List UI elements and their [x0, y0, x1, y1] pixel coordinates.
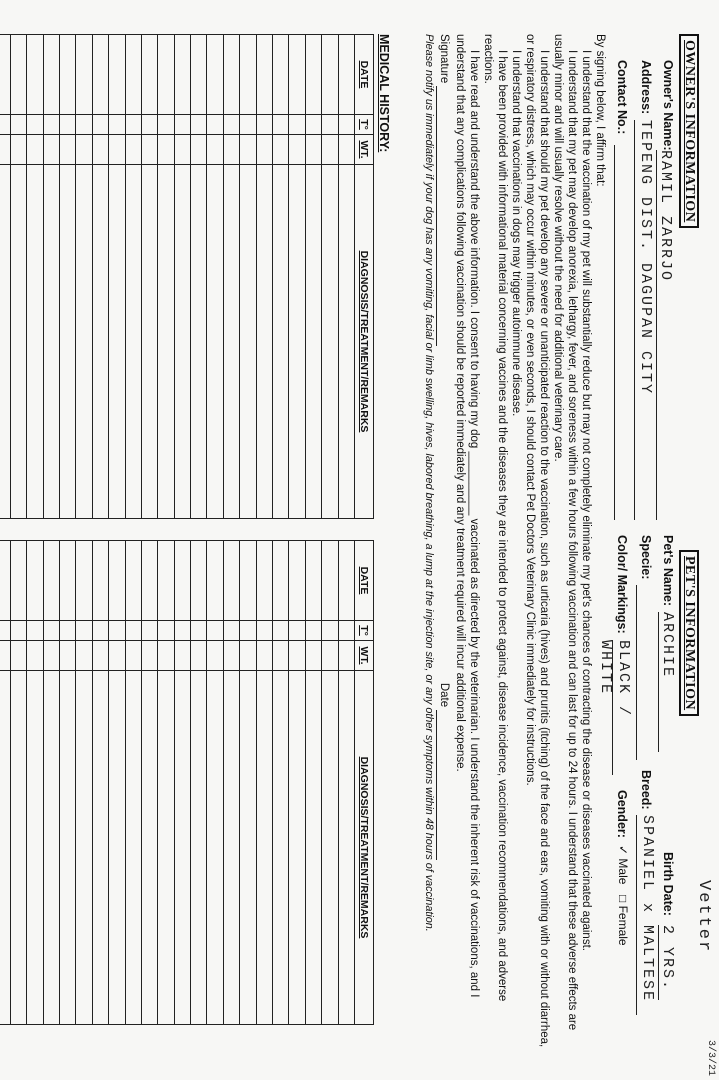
table-row	[273, 541, 289, 1025]
table-cell[interactable]	[256, 135, 272, 165]
table-cell[interactable]	[43, 165, 59, 519]
table-cell[interactable]	[109, 115, 125, 135]
owner-address-value: TEPENG DIST. DAGUPAN CITY	[637, 120, 654, 396]
owner-name-field[interactable]	[656, 150, 675, 520]
table-cell[interactable]	[76, 541, 92, 621]
table-cell[interactable]	[273, 641, 289, 671]
table-cell[interactable]	[174, 641, 190, 671]
table-cell[interactable]	[240, 115, 256, 135]
table-cell[interactable]	[125, 35, 141, 115]
table-cell[interactable]	[174, 621, 190, 641]
consent-p6: I have read and understand the above information. I consent to having my dog __________ vaccinated as directed by the veterinarian. I understand the inherent risk of vaccinations, and I understand that any complications following vaccination should be reported immediately and any treatment required will incur additional expense.	[454, 34, 480, 998]
table-row	[125, 541, 141, 1025]
table-cell[interactable]	[322, 641, 338, 671]
medical-history-heading: MEDICAL HISTORY:	[377, 34, 391, 153]
table-cell[interactable]	[207, 621, 223, 641]
male-label: Male	[616, 858, 630, 885]
breed-value: SPANIEL x MALTESE	[639, 815, 656, 1003]
table-cell[interactable]	[322, 541, 338, 621]
table-cell[interactable]	[338, 621, 354, 641]
table-cell[interactable]	[240, 135, 256, 165]
column-header: DIAGNOSIS/TREATMENT/REMARKS	[355, 165, 374, 519]
date-label: Date	[438, 682, 450, 708]
table-cell[interactable]	[92, 35, 108, 115]
pet-name-field[interactable]	[658, 612, 677, 752]
table-cell[interactable]	[125, 621, 141, 641]
birth-date-label: Birth Date:	[661, 852, 675, 916]
table-cell[interactable]	[109, 135, 125, 165]
table-cell[interactable]	[27, 671, 43, 1025]
table-cell[interactable]	[256, 35, 272, 115]
table-cell[interactable]	[322, 35, 338, 115]
table-cell[interactable]	[191, 621, 207, 641]
table-cell[interactable]	[92, 115, 108, 135]
corner-date-mark: 3/3/21	[705, 1040, 716, 1077]
table-cell[interactable]	[125, 135, 141, 165]
table-cell[interactable]	[305, 35, 321, 115]
table-cell[interactable]	[158, 35, 174, 115]
table-cell[interactable]	[289, 115, 305, 135]
table-cell[interactable]	[191, 165, 207, 519]
signature-label: Signature	[438, 34, 450, 84]
column-header: T°	[355, 115, 374, 135]
table-cell[interactable]	[338, 671, 354, 1025]
table-cell[interactable]	[207, 541, 223, 621]
table-cell[interactable]	[174, 135, 190, 165]
table-cell[interactable]	[289, 35, 305, 115]
table-cell[interactable]	[76, 671, 92, 1025]
table-cell[interactable]	[10, 641, 26, 671]
consent-p3: I understand that should my pet develop any severe or unanticipated reaction to the vaccination, such as urticaria (hives) and pruritis (itching) of the face and ears, vomiting with or without diarrhea, or respiratory distress, which may occur within minutes, or even seconds, I should contact Pet Doctors Veterinary Clinic immediately for instructions.	[524, 34, 550, 1048]
owner-contact-label: Contact No.:	[615, 60, 629, 135]
table-cell[interactable]	[240, 641, 256, 671]
medical-header-row	[355, 35, 374, 519]
table-cell[interactable]	[191, 35, 207, 115]
table-cell[interactable]	[207, 35, 223, 115]
column-header: WT.	[355, 135, 374, 165]
table-cell[interactable]	[0, 115, 10, 135]
color-markings-label: Color/ Markings:	[615, 535, 629, 634]
table-row	[322, 541, 338, 1025]
table-cell[interactable]	[0, 621, 10, 641]
table-cell[interactable]	[158, 115, 174, 135]
table-row	[305, 541, 321, 1025]
table-cell[interactable]	[305, 641, 321, 671]
breed-label: Breed:	[639, 770, 653, 810]
table-row	[158, 35, 174, 519]
table-row	[240, 541, 256, 1025]
table-cell[interactable]	[92, 621, 108, 641]
table-cell[interactable]	[141, 641, 157, 671]
table-row	[273, 35, 289, 519]
column-header: WT.	[355, 641, 374, 671]
table-cell[interactable]	[289, 641, 305, 671]
male-checkbox[interactable]	[616, 845, 630, 884]
table-row	[174, 35, 190, 519]
consent-intro: By signing below, I affirm that:	[594, 34, 606, 187]
table-row	[338, 541, 354, 1025]
table-cell[interactable]	[289, 135, 305, 165]
handwritten-note: Vetter	[694, 880, 713, 954]
owner-contact-field[interactable]	[614, 145, 631, 520]
table-cell[interactable]	[141, 115, 157, 135]
table-cell[interactable]	[273, 165, 289, 519]
table-row	[109, 35, 125, 519]
table-cell[interactable]	[273, 135, 289, 165]
table-cell[interactable]	[92, 541, 108, 621]
table-row	[43, 35, 59, 519]
table-cell[interactable]	[338, 115, 354, 135]
table-row	[59, 35, 75, 519]
table-cell[interactable]	[322, 115, 338, 135]
table-cell[interactable]	[223, 541, 239, 621]
table-row	[174, 541, 190, 1025]
table-cell[interactable]	[305, 671, 321, 1025]
table-cell[interactable]	[10, 135, 26, 165]
table-row	[10, 35, 26, 519]
table-row	[289, 35, 305, 519]
female-box-icon: □	[616, 895, 630, 903]
table-cell[interactable]	[125, 671, 141, 1025]
table-row	[92, 35, 108, 519]
table-row	[158, 541, 174, 1025]
table-cell[interactable]	[207, 115, 223, 135]
table-cell[interactable]	[158, 671, 174, 1025]
medical-header-row	[355, 541, 374, 1025]
table-cell[interactable]	[43, 35, 59, 115]
table-row	[191, 541, 207, 1025]
table-row	[109, 541, 125, 1025]
table-cell[interactable]	[240, 541, 256, 621]
consent-p1: I understand that the vaccination of my pet will substantially reduce but may not completely eliminate my pet's chances of contracting the disease or diseases vaccinated against.	[580, 50, 592, 951]
table-cell[interactable]	[158, 135, 174, 165]
table-cell[interactable]	[338, 165, 354, 519]
table-cell[interactable]	[43, 115, 59, 135]
column-header: DIAGNOSIS/TREATMENT/REMARKS	[355, 671, 374, 1025]
column-header: DATE	[355, 541, 374, 621]
table-cell[interactable]	[240, 165, 256, 519]
table-cell[interactable]	[289, 541, 305, 621]
table-cell[interactable]	[256, 165, 272, 519]
table-cell[interactable]	[207, 671, 223, 1025]
table-cell[interactable]	[191, 135, 207, 165]
table-cell[interactable]	[207, 641, 223, 671]
table-cell[interactable]	[125, 115, 141, 135]
table-cell[interactable]	[10, 165, 26, 519]
table-cell[interactable]	[191, 641, 207, 671]
column-header: DATE	[355, 35, 374, 115]
table-cell[interactable]	[0, 135, 10, 165]
table-cell[interactable]	[59, 671, 75, 1025]
table-row	[43, 541, 59, 1025]
table-cell[interactable]	[76, 135, 92, 165]
table-cell[interactable]	[27, 115, 43, 135]
table-cell[interactable]	[256, 671, 272, 1025]
table-cell[interactable]	[125, 165, 141, 519]
consent-notice: Please notify us immediately if your dog has any vomiting, facial or limb swelling, hives, labored breathing, a lump at the injection site, or any other symptoms within 48 hours of vaccination.	[423, 34, 435, 932]
table-cell[interactable]	[109, 641, 125, 671]
table-cell[interactable]	[76, 641, 92, 671]
table-cell[interactable]	[158, 641, 174, 671]
table-cell[interactable]	[10, 541, 26, 621]
table-cell[interactable]	[207, 165, 223, 519]
table-cell[interactable]	[191, 671, 207, 1025]
table-cell[interactable]	[305, 165, 321, 519]
medical-history-table-right	[0, 540, 374, 1025]
table-row	[0, 541, 10, 1025]
table-cell[interactable]	[256, 641, 272, 671]
table-cell[interactable]	[125, 541, 141, 621]
table-cell[interactable]	[223, 641, 239, 671]
table-cell[interactable]	[223, 671, 239, 1025]
table-cell[interactable]	[43, 671, 59, 1025]
table-cell[interactable]	[109, 165, 125, 519]
table-row	[27, 35, 43, 519]
table-cell[interactable]	[59, 641, 75, 671]
table-cell[interactable]	[174, 671, 190, 1025]
breed-field[interactable]	[636, 815, 657, 1015]
table-cell[interactable]	[27, 621, 43, 641]
table-cell[interactable]	[322, 621, 338, 641]
color-markings-value: BLACK / WHITE	[597, 640, 632, 718]
birth-date-value: 2 YRS.	[659, 925, 676, 992]
table-cell[interactable]	[223, 135, 239, 165]
table-row	[305, 35, 321, 519]
table-cell[interactable]	[240, 671, 256, 1025]
table-cell[interactable]	[10, 115, 26, 135]
owner-name-label: Owner's Name:	[661, 60, 675, 151]
table-cell[interactable]	[0, 641, 10, 671]
consent-block	[422, 34, 607, 1054]
table-cell[interactable]	[43, 541, 59, 621]
table-cell[interactable]	[338, 541, 354, 621]
table-cell[interactable]	[273, 115, 289, 135]
table-cell[interactable]	[240, 35, 256, 115]
table-cell[interactable]	[141, 135, 157, 165]
table-cell[interactable]	[273, 621, 289, 641]
table-cell[interactable]	[27, 541, 43, 621]
table-row	[256, 541, 272, 1025]
table-cell[interactable]	[43, 135, 59, 165]
table-cell[interactable]	[158, 165, 174, 519]
table-cell[interactable]	[92, 165, 108, 519]
table-cell[interactable]	[10, 671, 26, 1025]
table-cell[interactable]	[141, 621, 157, 641]
table-cell[interactable]	[0, 165, 10, 519]
table-cell[interactable]	[0, 541, 10, 621]
table-row	[338, 35, 354, 519]
birth-date-field[interactable]	[658, 925, 677, 1000]
table-cell[interactable]	[338, 641, 354, 671]
table-cell[interactable]	[174, 115, 190, 135]
table-row	[289, 541, 305, 1025]
table-cell[interactable]	[174, 541, 190, 621]
table-cell[interactable]	[43, 641, 59, 671]
table-cell[interactable]	[174, 35, 190, 115]
specie-label: Specie:	[639, 535, 653, 580]
table-cell[interactable]	[76, 35, 92, 115]
table-cell[interactable]	[92, 671, 108, 1025]
table-cell[interactable]	[273, 541, 289, 621]
table-cell[interactable]	[10, 35, 26, 115]
table-cell[interactable]	[27, 135, 43, 165]
table-cell[interactable]	[322, 135, 338, 165]
table-cell[interactable]	[305, 135, 321, 165]
table-row	[0, 35, 10, 519]
pet-info-heading: PET'S INFORMATION	[679, 550, 699, 716]
signature-field[interactable]	[436, 86, 451, 346]
table-cell[interactable]	[174, 165, 190, 519]
table-cell[interactable]	[76, 621, 92, 641]
table-row	[59, 541, 75, 1025]
table-cell[interactable]	[43, 621, 59, 641]
table-cell[interactable]	[109, 621, 125, 641]
table-row	[141, 35, 157, 519]
table-row	[207, 35, 223, 519]
table-row	[10, 541, 26, 1025]
table-cell[interactable]	[305, 621, 321, 641]
owner-name-value: RAMIL ZARRJO	[657, 150, 674, 283]
table-cell[interactable]	[191, 115, 207, 135]
owner-address-label: Address:	[639, 60, 653, 115]
table-row	[223, 541, 239, 1025]
table-cell[interactable]	[322, 165, 338, 519]
table-row	[223, 35, 239, 519]
table-cell[interactable]	[207, 135, 223, 165]
medical-history-table-left	[0, 34, 374, 519]
color-markings-field[interactable]	[597, 640, 633, 775]
table-cell[interactable]	[305, 115, 321, 135]
pet-name-label: Pet's Name:	[661, 535, 675, 607]
table-cell[interactable]	[223, 621, 239, 641]
table-cell[interactable]	[76, 165, 92, 519]
table-cell[interactable]	[256, 115, 272, 135]
table-cell[interactable]	[322, 671, 338, 1025]
table-cell[interactable]	[141, 165, 157, 519]
table-row	[256, 35, 272, 519]
table-cell[interactable]	[0, 35, 10, 115]
table-cell[interactable]	[289, 671, 305, 1025]
table-cell[interactable]	[109, 541, 125, 621]
table-cell[interactable]	[273, 671, 289, 1025]
consent-p5: I have been provided with informational material concerning vaccines and the diseases they are intended to protect against, disease incidence, vaccination recommendations, and adverse reactions.	[482, 34, 508, 1002]
table-cell[interactable]	[141, 541, 157, 621]
table-row	[76, 35, 92, 519]
table-cell[interactable]	[223, 165, 239, 519]
table-row	[92, 541, 108, 1025]
table-cell[interactable]	[158, 621, 174, 641]
female-label: Female	[616, 905, 630, 946]
table-cell[interactable]	[273, 35, 289, 115]
table-cell[interactable]	[27, 641, 43, 671]
pet-name-value: ARCHIE	[659, 612, 676, 679]
table-cell[interactable]	[92, 641, 108, 671]
table-cell[interactable]	[223, 115, 239, 135]
table-cell[interactable]	[92, 135, 108, 165]
table-row	[322, 35, 338, 519]
table-row	[207, 541, 223, 1025]
table-cell[interactable]	[125, 641, 141, 671]
consent-p2: I understand that my pet may develop anorexia, lethargy, fever, and soreness within a few hours following vaccination and can last for up to 24 hours. I understand that these adverse effects are usually minor and will usually resolve without the need for additional veterinary care.	[552, 34, 578, 1031]
owner-address-field[interactable]	[634, 120, 655, 520]
table-row	[76, 541, 92, 1025]
table-cell[interactable]	[223, 35, 239, 115]
table-row	[240, 35, 256, 519]
table-cell[interactable]	[109, 671, 125, 1025]
table-cell[interactable]	[256, 621, 272, 641]
table-cell[interactable]	[240, 621, 256, 641]
date-field[interactable]	[436, 710, 451, 860]
table-cell[interactable]	[289, 621, 305, 641]
table-cell[interactable]	[76, 115, 92, 135]
table-cell[interactable]	[338, 135, 354, 165]
table-cell[interactable]	[59, 115, 75, 135]
consent-p4: I understand that vaccinations in dogs may trigger autoimmune disease.	[510, 50, 522, 417]
table-cell[interactable]	[158, 541, 174, 621]
table-cell[interactable]	[59, 621, 75, 641]
table-cell[interactable]	[191, 541, 207, 621]
table-row	[27, 541, 43, 1025]
table-cell[interactable]	[338, 35, 354, 115]
table-cell[interactable]	[289, 165, 305, 519]
table-cell[interactable]	[305, 541, 321, 621]
table-cell[interactable]	[256, 541, 272, 621]
table-cell[interactable]	[141, 35, 157, 115]
male-check-icon: ✓	[616, 845, 630, 856]
table-cell[interactable]	[59, 135, 75, 165]
owner-info-heading: OWNER'S INFORMATION	[679, 34, 699, 228]
table-row	[191, 35, 207, 519]
table-cell[interactable]	[109, 35, 125, 115]
table-cell[interactable]	[59, 35, 75, 115]
table-row	[125, 35, 141, 519]
table-row	[141, 541, 157, 1025]
table-cell[interactable]	[59, 165, 75, 519]
table-cell[interactable]	[0, 671, 10, 1025]
gender-label: Gender:	[615, 790, 629, 838]
table-cell[interactable]	[27, 165, 43, 519]
table-cell[interactable]	[141, 671, 157, 1025]
table-cell[interactable]	[10, 621, 26, 641]
specie-field[interactable]	[636, 585, 655, 760]
table-cell[interactable]	[59, 541, 75, 621]
column-header: T°	[355, 621, 374, 641]
table-cell[interactable]	[27, 35, 43, 115]
female-checkbox[interactable]	[616, 895, 630, 946]
